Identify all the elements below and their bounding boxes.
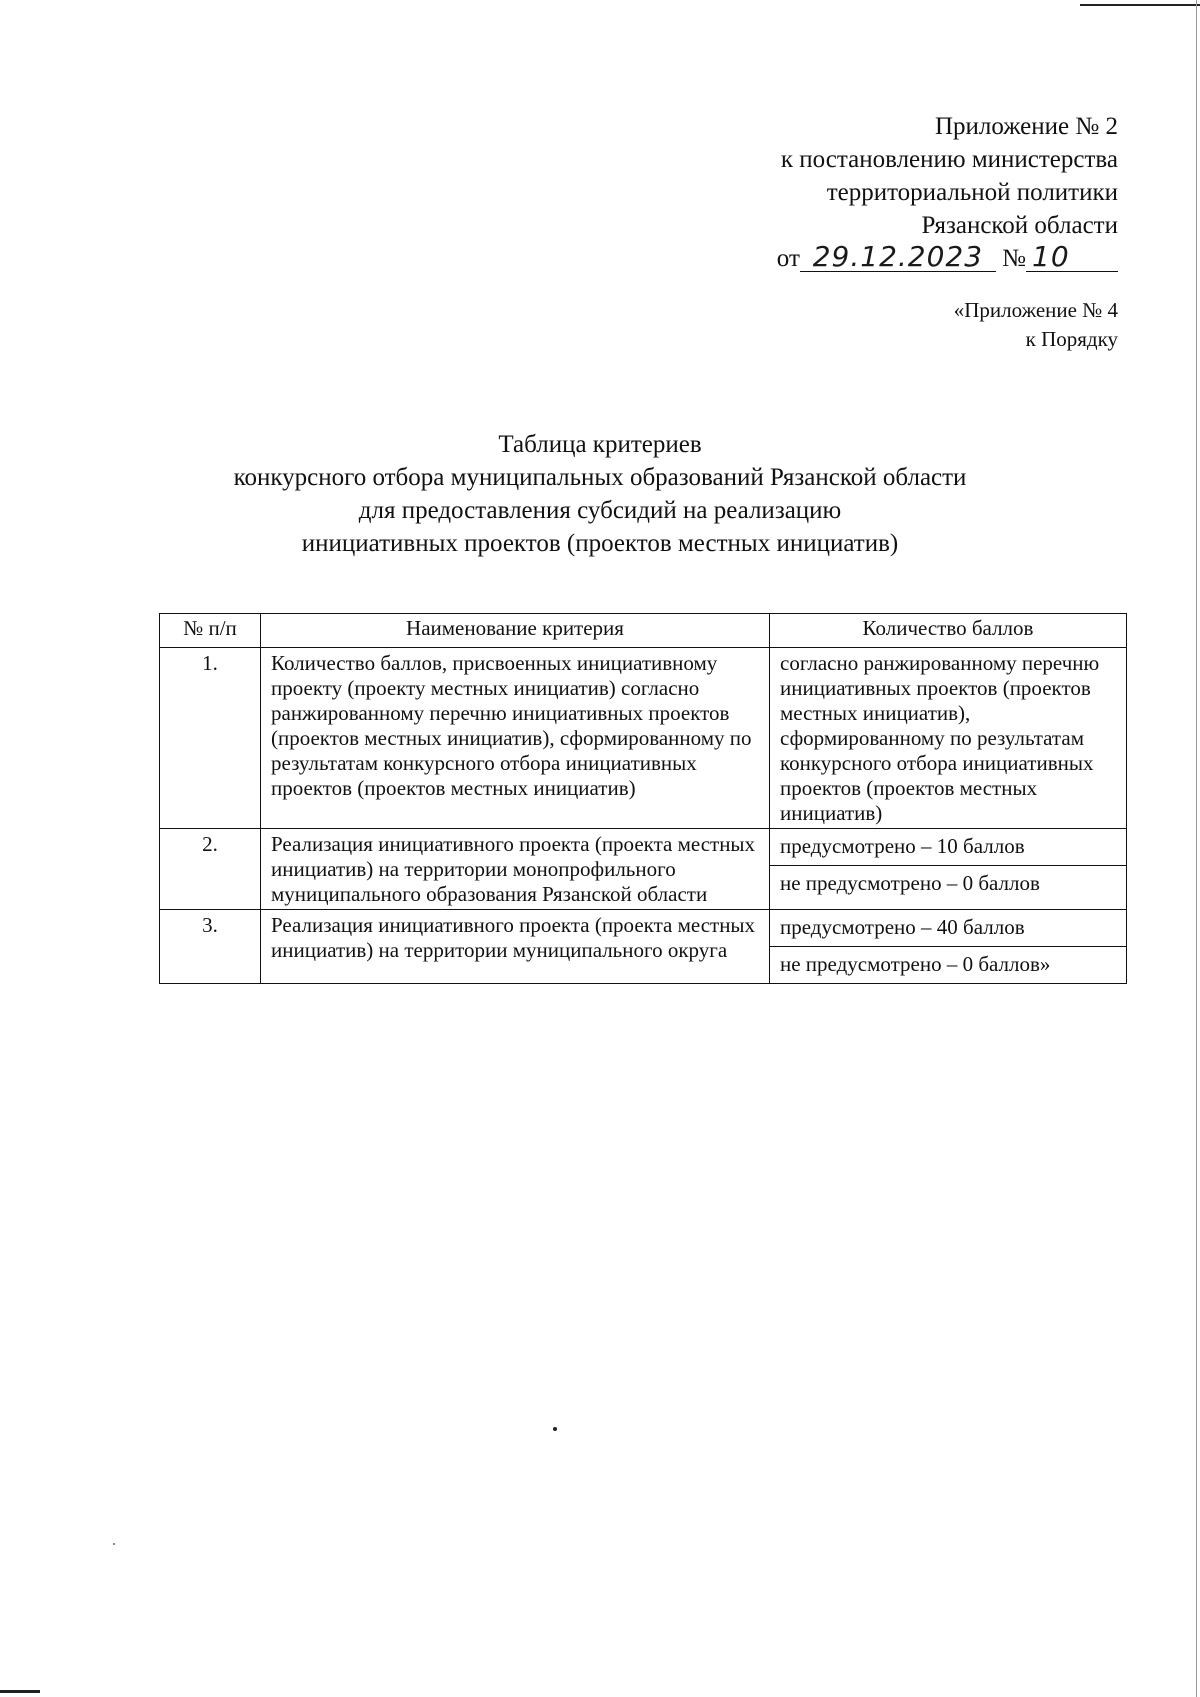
score-provided: предусмотрено – 40 баллов: [780, 915, 1025, 939]
criterion-score: [770, 829, 1127, 910]
row-number: 1.: [160, 648, 261, 829]
annex-reference: [954, 296, 1118, 354]
ministry-line: территориальной политики: [826, 179, 1118, 206]
criterion-name: Количество баллов, присвоенных инициативному проекту (проекту местных инициатив) согласно ранжированному перечню инициативных проектов (проектов местных инициатив), сформированному по результатам конкурсного отбора инициативных проектов (проектов местных инициатив): [261, 648, 770, 829]
date-number-line: [598, 242, 1118, 275]
title-line4: инициативных проектов (проектов местных инициатив): [301, 530, 899, 557]
annex-title: Приложение № 2: [934, 113, 1118, 140]
criterion-name: Реализация инициативного проекта (проекта местных инициатив) на территории монопрофильного муниципального образования Рязанской области: [261, 829, 770, 910]
scan-page-edge: [1196, 0, 1197, 1697]
scan-artifact-top: [1080, 4, 1200, 6]
criterion-name: Реализация инициативного проекта (проекта местных инициатив) на территории муниципального округа: [261, 910, 770, 984]
title-line1: Таблица критериев: [498, 431, 702, 458]
criterion-score: согласно ранжированному перечню инициативных проектов (проектов местных инициатив), сформированному по результатам конкурсного отбора инициативных проектов (проектов местных инициатив): [770, 648, 1127, 829]
table-row: [160, 910, 1127, 984]
header-name: Наименование критерия: [261, 614, 770, 648]
resolution-line: к постановлению министерства: [780, 146, 1118, 173]
criterion-score: [770, 910, 1127, 984]
number-label: №: [1002, 245, 1026, 272]
row-number: 2.: [160, 829, 261, 910]
table-row: [160, 829, 1127, 910]
document-title: [0, 428, 1200, 560]
handwritten-date: 29.12.2023: [800, 243, 996, 272]
header-score: Количество баллов: [770, 614, 1127, 648]
table-header-row: [160, 614, 1127, 648]
score-not-provided: не предусмотрено – 0 баллов: [770, 865, 1126, 902]
region-line: Рязанской области: [921, 212, 1118, 239]
criteria-table: [159, 613, 1127, 984]
title-line3: для предоставления субсидий на реализацию: [358, 497, 842, 524]
scan-speck: [553, 1427, 557, 1431]
row-number: 3.: [160, 910, 261, 984]
date-prefix: от: [776, 245, 800, 272]
annex-reference-line1: «Приложение № 4: [953, 298, 1118, 322]
table-row: [160, 648, 1127, 829]
score-provided: предусмотрено – 10 баллов: [780, 834, 1025, 858]
annex-header: [598, 110, 1118, 275]
annex-reference-line2: к Порядку: [1025, 327, 1118, 351]
handwritten-number: 10: [1026, 243, 1118, 272]
score-not-provided: не предусмотрено – 0 баллов»: [770, 946, 1126, 983]
scan-artifact-bottom: [0, 1690, 40, 1693]
title-line2: конкурсного отбора муниципальных образований Рязанской области: [233, 464, 967, 491]
header-num: № п/п: [160, 614, 261, 648]
scan-speck-small: [113, 1543, 115, 1545]
